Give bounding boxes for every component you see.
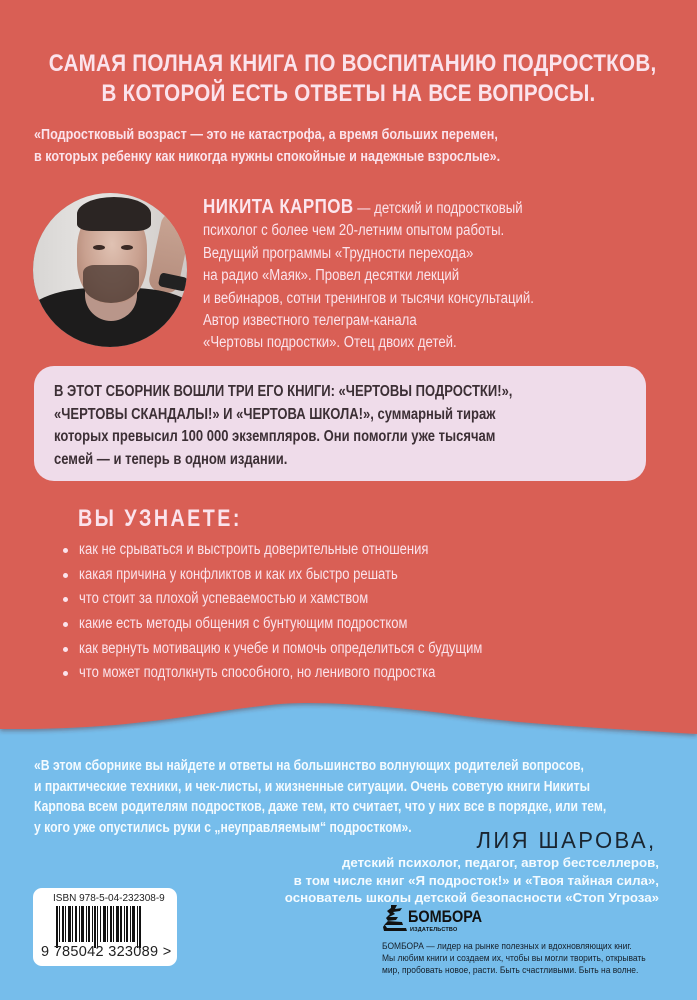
description-line: мир, пробовать новое, расти. Быть счастливыми. Быть на волне. — [382, 965, 639, 976]
barcode-digits: 9 785042 323089 > — [41, 944, 172, 960]
endorsement-quote — [34, 756, 672, 838]
description-line: БОМБОРА — лидер на рынке полезных и вдохновляющих книг. — [382, 941, 632, 951]
list-item: что может подтолкнуть способного, но ленивого подростка — [60, 661, 697, 686]
info-line: которых превысил 100 000 экземпляров. Они помогли уже тысячам — [54, 428, 496, 445]
bullet-icon — [63, 573, 68, 578]
publisher-mark-icon — [382, 904, 408, 932]
learn-heading: ВЫ УЗНАЕТЕ: — [78, 505, 242, 532]
bio-line: и вебинаров, сотни тренингов и тысячи консультаций. — [203, 289, 534, 307]
bio-line: психолог с более чем 20-летним опытом работы. — [203, 222, 505, 240]
bullet-icon — [63, 671, 68, 676]
quote-line: и практические техники, и чек-листы, и жизненные ситуации. Очень советую книги Никиты — [34, 778, 591, 795]
publisher-subtitle: ИЗДАТЕЛЬСТВО — [410, 927, 458, 933]
isbn-barcode — [33, 888, 177, 966]
learn-list — [60, 538, 697, 686]
list-item: как вернуть мотивацию к учебе и помочь определиться с будущим — [60, 637, 697, 662]
credential-line: основатель школы детской безопасности «Стоп Угроза» — [284, 890, 659, 905]
quote-line: «Подростковый возраст — это не катастрофа, а время больших перемен, — [34, 126, 498, 143]
bullet-icon — [63, 597, 68, 602]
list-item: какая причина у конфликтов и как их быстро решать — [60, 563, 697, 588]
bullet-icon — [63, 647, 68, 652]
list-item: что стоит за плохой успеваемостью и хамством — [60, 587, 697, 612]
bullet-icon — [63, 622, 68, 627]
bio-line: Ведущий программы «Трудности перехода» — [203, 244, 474, 262]
bio-line: «Чертовы подростки». Отец двоих детей. — [203, 334, 457, 352]
quote-line: Карпова всем родителям подростков, даже тем, кто считает, что у них все в порядке, или тем, — [34, 799, 607, 815]
author-bio — [203, 196, 645, 355]
endorser-credentials — [285, 854, 659, 907]
info-line: В ЭТОТ СБОРНИК ВОШЛИ ТРИ ЕГО КНИГИ: «ЧЕРТОВЫ ПОДРОСТКИ!», — [54, 383, 513, 400]
headline — [48, 49, 657, 109]
isbn-text: ISBN 978-5-04-232308-9 — [53, 893, 165, 904]
publisher-name: БОМБОРА — [408, 907, 483, 926]
endorser-name: ЛИЯ ШАРОВА, — [476, 827, 657, 853]
headline-line: В КОТОРОЙ ЕСТЬ ОТВЕТЫ НА ВСЕ ВОПРОСЫ. — [101, 80, 596, 107]
collection-info-box — [34, 366, 646, 481]
quote-line: у кого уже опустились руки с „неуправляемым“ подростком». — [34, 819, 412, 836]
headline-line: САМАЯ ПОЛНАЯ КНИГА ПО ВОСПИТАНИЮ ПОДРОСТКОВ, — [48, 50, 657, 77]
bio-line: Автор известного телеграм-канала — [203, 312, 417, 330]
author-quote — [34, 124, 572, 168]
credential-line: детский психолог, педагог, автор бестселлеров, — [341, 855, 659, 870]
bio-line: на радио «Маяк». Провел десятки лекций — [203, 267, 460, 285]
list-item: какие есть методы общения с бунтующим подростком — [60, 612, 697, 637]
credential-line: в том числе книг «Я подросток!» и «Твоя тайная сила», — [293, 872, 659, 888]
bullet-icon — [63, 548, 68, 553]
description-line: Мы любим книги и создаем их, чтобы вы могли творить, открывать — [382, 953, 646, 964]
bio-text: — детский и подростковый — [353, 200, 523, 217]
author-name: НИКИТА КАРПОВ — [203, 196, 354, 218]
info-line: семей — и теперь в одном издании. — [54, 450, 288, 468]
quote-line: «В этом сборнике вы найдете и ответы на большинство волнующих родителей вопросов, — [34, 758, 584, 774]
publisher-logo — [382, 904, 502, 936]
publisher-description — [382, 940, 691, 977]
list-item: как не срываться и выстроить доверительные отношения — [60, 538, 697, 563]
info-line: «ЧЕРТОВЫ СКАНДАЛЫ!» И «ЧЕРТОВА ШКОЛА!», суммарный тираж — [54, 405, 496, 423]
quote-line: в которых ребенку как никогда нужны спокойные и надежные взрослые». — [34, 148, 501, 165]
barcode-icon — [56, 906, 166, 944]
author-photo — [33, 193, 187, 347]
